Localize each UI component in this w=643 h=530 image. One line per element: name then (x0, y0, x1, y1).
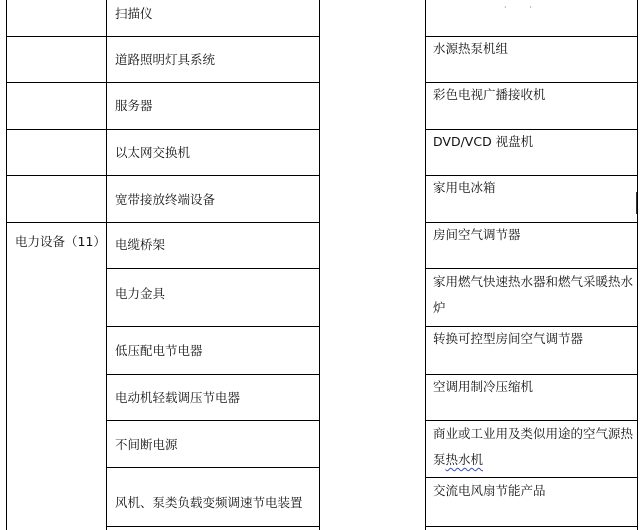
right-item-10: 交流电风扇节能产品 (433, 483, 546, 498)
left-row-line (106, 268, 320, 269)
left-row-line (106, 467, 320, 468)
left-item-1: 扫描仪 (115, 6, 153, 21)
left-row-line (6, 222, 320, 223)
left-item-10: 不间断电源 (115, 437, 178, 452)
left-item-7: 电力金具 (115, 286, 166, 301)
left-row-line (106, 374, 320, 375)
left-item-4: 以太网交换机 (115, 145, 191, 160)
spellcheck-underlined-word: 热水机 (445, 452, 484, 467)
right-item-6: 家用燃气快速热水器和燃气采暖热水炉 (433, 274, 634, 315)
left-row-line (106, 526, 320, 527)
right-row-line (425, 526, 638, 527)
right-item-9 (433, 421, 633, 473)
left-row-line (6, 175, 320, 176)
right-item-3: DVD/VCD 视盘机 (433, 134, 534, 149)
left-table-outer-right-border (319, 0, 320, 530)
left-item-8: 低压配电节电器 (115, 343, 203, 358)
right-item-8: 空调用制冷压缩机 (433, 379, 534, 394)
right-table-right-border (637, 0, 638, 530)
category-cell: 电力设备（11） (15, 234, 106, 249)
right-item-1: 水源热泵机组 (433, 41, 509, 56)
left-row-line (106, 326, 320, 327)
text-cursor-mark (636, 192, 637, 214)
right-item-4: 家用电冰箱 (433, 180, 496, 195)
left-item-2: 道路照明灯具系统 (115, 52, 216, 67)
left-row-line (106, 420, 320, 421)
left-row-line (6, 129, 320, 130)
left-table-outer-left-border (6, 0, 7, 530)
left-item-9: 电动机轻载调压节电器 (115, 390, 241, 405)
right-item-5: 房间空气调节器 (433, 227, 521, 242)
left-item-5: 宽带接放终端设备 (115, 192, 216, 207)
left-row-line (6, 36, 320, 37)
left-item-6: 电缆桥架 (115, 237, 166, 252)
cut-off-text-remnant: · · (504, 3, 532, 12)
right-item-2: 彩色电视广播接收机 (433, 87, 546, 102)
left-row-line (6, 82, 320, 83)
right-item-7: 转换可控型房间空气调节器 (433, 331, 584, 346)
left-item-3: 服务器 (115, 98, 153, 113)
left-table-column-divider (106, 0, 107, 530)
right-table-left-border (425, 0, 426, 530)
right-row-line (425, 477, 638, 478)
right-item-9-text: 商业或工业用及类似用途的空气源热泵 (433, 426, 634, 467)
left-item-11: 风机、泵类负载变频调速节电装置 (115, 495, 303, 510)
